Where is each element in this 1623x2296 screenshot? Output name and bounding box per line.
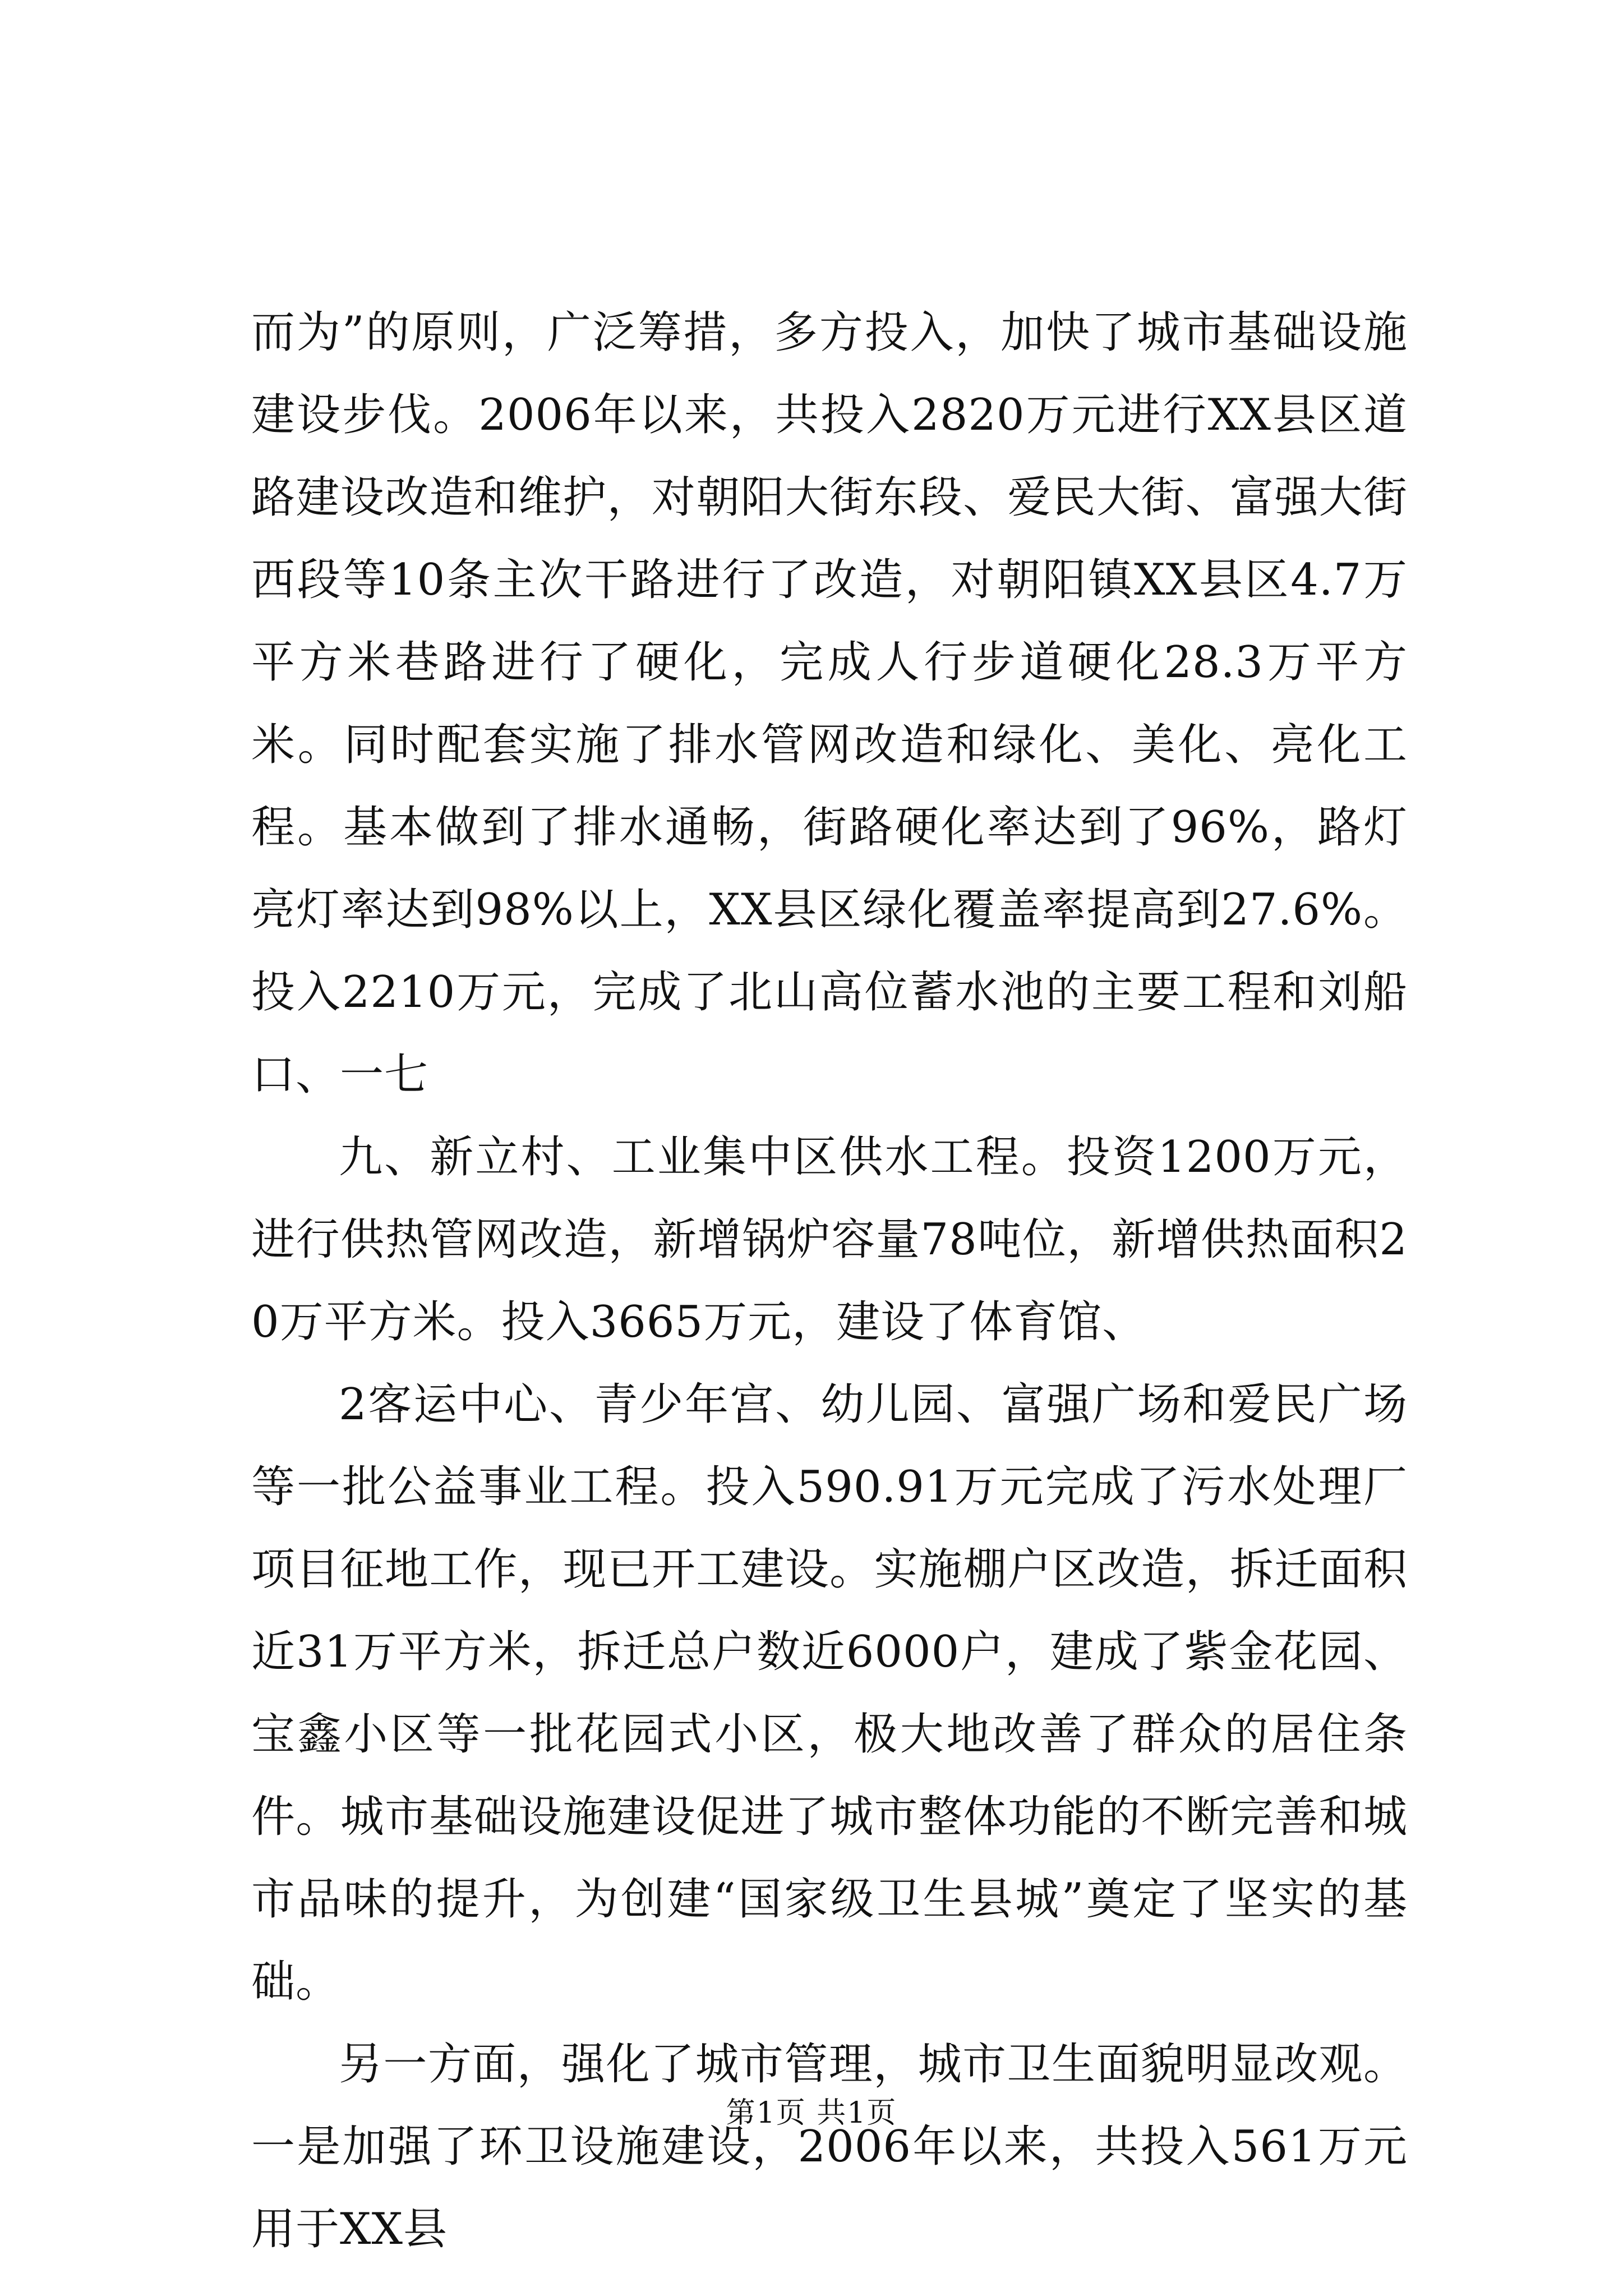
paragraph-4: 另一方面，强化了城市管理，城市卫生面貌明显改观。一是加强了环卫设施建设，2006年以来，共投入561万元用于XX县 (251, 2039, 1408, 2254)
page-footer (0, 2093, 1623, 2133)
paragraph-2: 九、新立村、工业集中区供水工程。投资1200万元，进行供热管网改造，新增锅炉容量78吨位，新增供热面积20万平方米。投入3665万元，建设了体育馆、 (251, 1132, 1408, 1347)
page-number-label: 第1页 共1页 (726, 2096, 897, 2130)
document-body (251, 292, 1408, 2271)
paragraph-1: 而为”的原则，广泛筹措，多方投入，加快了城市基础设施建设步伐。2006年以来，共投入2820万元进行XX县区道路建设改造和维护，对朝阳大街东段、爱民大街、富强大街西段等10条主次干路进行了改造，对朝阳镇XX县区4.7万平方米巷路进行了硬化，完成人行步道硬化28.3万平方米。同时配套实施了排水管网改造和绿化、美化、亮化工程。基本做到了排水通畅，街路硬化率达到了96%，路灯亮灯率达到98%以上，XX县区绿化覆盖率提高到27.6%。投入2210万元，完成了北山高位蓄水池的主要工程和刘船口、一七 (251, 307, 1408, 1100)
paragraph-3: 2客运中心、青少年宫、幼儿园、富强广场和爱民广场等一批公益事业工程。投入590.91万元完成了污水处理厂项目征地工作，现已开工建设。实施棚户区改造，拆迁面积近31万平方米，拆迁总户数近6000户，建成了紫金花园、宝鑫小区等一批花园式小区，极大地改善了群众的居住条件。城市基础设施建设促进了城市整体功能的不断完善和城市品味的提升，为创建“国家级卫生县城”奠定了坚实的基础。 (251, 1379, 1408, 2007)
